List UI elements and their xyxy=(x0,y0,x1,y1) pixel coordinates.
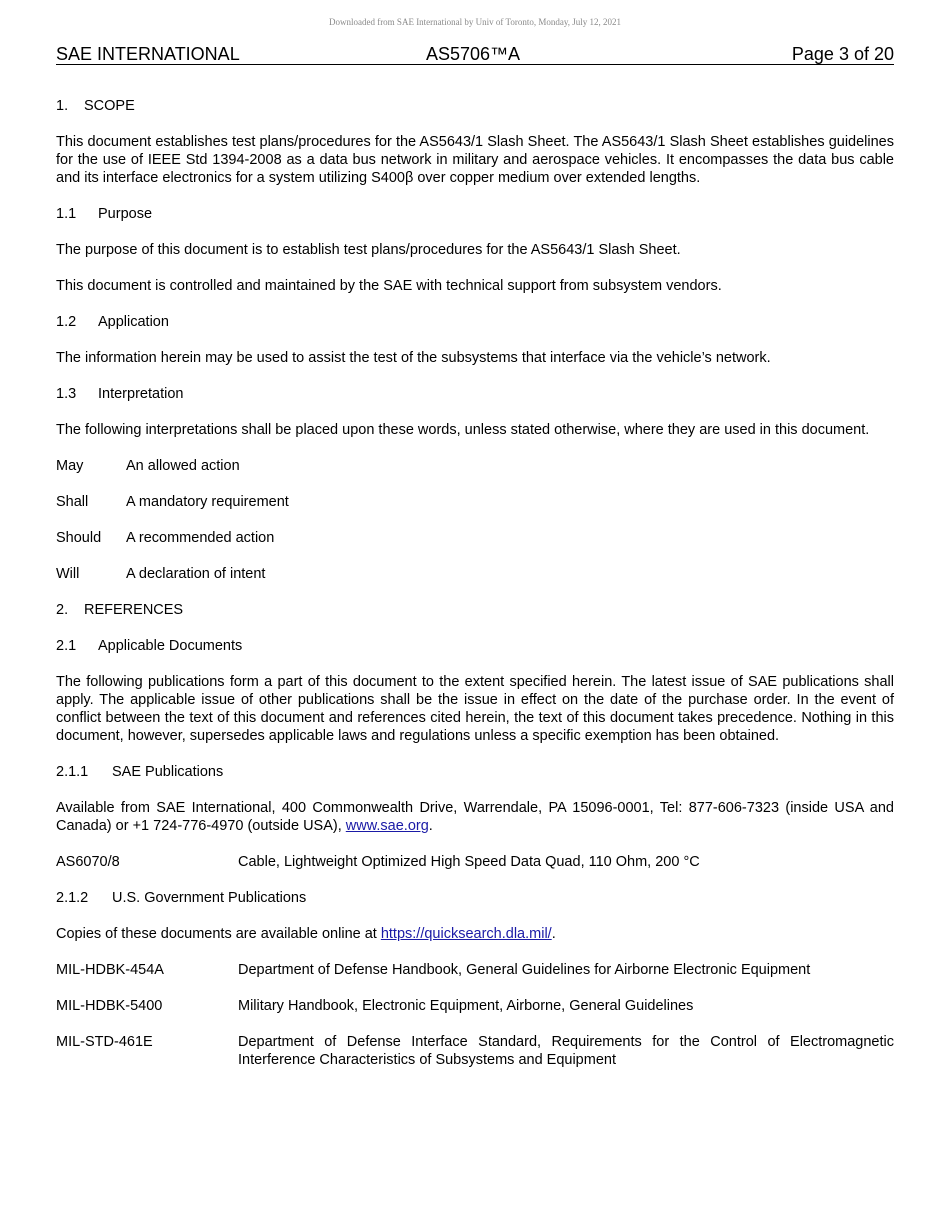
section-heading-government-publications xyxy=(56,889,894,907)
reference-title: Department of Defense Handbook, General Guidelines for Airborne Electronic Equipment xyxy=(238,962,811,978)
download-watermark: Downloaded from SAE International by Univ of Toronto, Monday, July 12, 2021 xyxy=(328,17,622,27)
section-title: SAE Publications xyxy=(112,764,224,780)
section-number: 2.1 xyxy=(56,638,77,654)
definition-meaning: A declaration of intent xyxy=(126,566,266,582)
section-number: 1.2 xyxy=(56,314,77,330)
section-title: SCOPE xyxy=(84,98,135,114)
definition-meaning: A mandatory requirement xyxy=(126,494,289,510)
document-body xyxy=(56,97,894,1087)
header-organization: SAE INTERNATIONAL xyxy=(56,44,240,64)
reference-id: MIL-HDBK-5400 xyxy=(56,998,163,1014)
sentence-end: . xyxy=(428,818,433,834)
sae-website-link[interactable]: www.sae.org xyxy=(345,818,429,834)
header-page-number: Page 3 of 20 xyxy=(791,44,894,64)
reference-title: Military Handbook, Electronic Equipment, Airborne, General Guidelines xyxy=(238,998,694,1014)
section-title: Application xyxy=(98,314,169,330)
section-number: 2. xyxy=(56,602,69,618)
section-heading-applicable-documents xyxy=(56,637,894,655)
government-availability-text: Copies of these documents are available online at xyxy=(56,926,381,942)
reference-id: MIL-STD-461E xyxy=(56,1034,153,1050)
definition-term: Shall xyxy=(56,494,89,510)
section-heading-references xyxy=(56,601,894,619)
section-number: 2.1.2 xyxy=(56,890,89,906)
definition-term: Should xyxy=(56,530,102,546)
reference-id: AS6070/8 xyxy=(56,854,120,870)
government-availability-paragraph xyxy=(56,925,894,943)
section-heading-purpose xyxy=(56,205,894,223)
section-title: U.S. Government Publications xyxy=(112,890,307,906)
reference-title: Cable, Lightweight Optimized High Speed Data Quad, 110 Ohm, 200 °C xyxy=(238,854,700,870)
definition-row xyxy=(56,529,894,547)
reference-row xyxy=(56,997,894,1015)
section-title: REFERENCES xyxy=(84,602,184,618)
interpretation-paragraph: The following interpretations shall be placed upon these words, unless stated otherwise, where they are used in this document. xyxy=(56,422,870,438)
section-number: 1.1 xyxy=(56,206,77,222)
section-heading-application xyxy=(56,313,894,331)
section-number: 2.1.1 xyxy=(56,764,89,780)
section-number: 1.3 xyxy=(56,386,77,402)
definition-meaning: An allowed action xyxy=(126,458,240,474)
sae-availability-text: Available from SAE International, 400 Commonwealth Drive, Warrendale, PA 15096-0001, Tel: 877-606-7323 (inside USA and Canada) or +1 724-776-4970 (outside USA), xyxy=(56,800,894,834)
reference-row xyxy=(56,961,894,979)
reference-row xyxy=(56,853,894,871)
definition-row xyxy=(56,493,894,511)
section-title: Purpose xyxy=(98,206,153,222)
section-title: Applicable Documents xyxy=(98,638,243,654)
purpose-paragraph: The purpose of this document is to establish test plans/procedures for the AS5643/1 Slash Sheet. xyxy=(56,242,681,258)
definition-meaning: A recommended action xyxy=(126,530,275,546)
reference-title: Department of Defense Interface Standard, Requirements for the Control of Electromagnetic Interference Characteristics of Subsystems and Equipment xyxy=(238,1034,894,1068)
section-heading-sae-publications xyxy=(56,763,894,781)
definition-term: Will xyxy=(56,566,80,582)
section-title: Interpretation xyxy=(98,386,184,402)
application-paragraph: The information herein may be used to assist the test of the subsystems that interface via the vehicle’s network. xyxy=(56,350,771,366)
sae-availability-paragraph xyxy=(56,799,894,835)
section-heading-scope xyxy=(56,97,894,115)
page-header xyxy=(56,44,894,65)
definition-row xyxy=(56,565,894,583)
scope-paragraph: This document establishes test plans/procedures for the AS5643/1 Slash Sheet. The AS5643/1 Slash Sheet establishes guidelines for the use of IEEE Std 1394-2008 as a data bus network in military and aerospace vehicles. It encompasses the data bus cable and its interface electronics for a system utilizing S400β over copper medium over extended lengths. xyxy=(56,134,894,186)
purpose-paragraph-maintenance: This document is controlled and maintained by the SAE with technical support from subsystem vendors. xyxy=(56,278,722,294)
applicable-documents-paragraph: The following publications form a part of this document to the extent specified herein. The latest issue of SAE publications shall apply. The applicable issue of other publications shall be the issue in effect on the date of the purchase order. In the event of conflict between the text of this document and references cited herein, the text of this document takes precedence. Nothing in this document, however, supersedes applicable laws and regulations unless a specific exemption has been obtained. xyxy=(56,674,894,744)
section-number: 1. xyxy=(56,98,69,114)
reference-row xyxy=(56,1033,894,1069)
definition-term: May xyxy=(56,458,84,474)
section-heading-interpretation xyxy=(56,385,894,403)
header-document-id: AS5706™A xyxy=(426,44,521,64)
definition-row xyxy=(56,457,894,475)
reference-id: MIL-HDBK-454A xyxy=(56,962,164,978)
dla-quicksearch-link[interactable]: https://quicksearch.dla.mil/ xyxy=(380,926,552,942)
sentence-end: . xyxy=(551,926,556,942)
